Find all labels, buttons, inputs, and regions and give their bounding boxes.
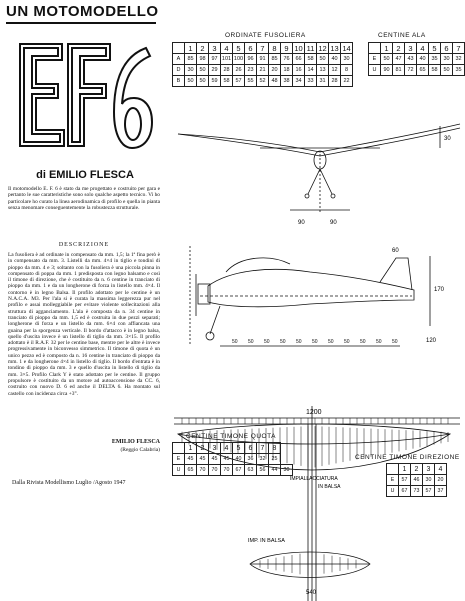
table-cell: 22 bbox=[341, 76, 353, 87]
table-cell: 32 bbox=[453, 54, 465, 65]
table-row bbox=[387, 475, 447, 486]
table-cell: 45 bbox=[221, 454, 233, 465]
table-cell: 46 bbox=[411, 475, 423, 486]
side-spacing-label: 50 bbox=[376, 339, 382, 345]
table-cell: 57 bbox=[399, 475, 411, 486]
table-cell: 40 bbox=[329, 54, 341, 65]
ala-title: CENTINE ALA bbox=[378, 32, 426, 39]
table-cell: 31 bbox=[317, 76, 329, 87]
table-header-cell: 1 bbox=[399, 464, 411, 475]
table-cell: 13 bbox=[317, 65, 329, 76]
table-header-cell: 3 bbox=[209, 43, 221, 54]
table-cell: 18 bbox=[281, 65, 293, 76]
front-view bbox=[178, 124, 460, 214]
table-cell: 20 bbox=[435, 475, 447, 486]
timone-direzione-title: CENTINE TIMONE DIREZIONE bbox=[355, 454, 460, 461]
table-cell: 35 bbox=[453, 65, 465, 76]
logo-digit-6 bbox=[114, 48, 152, 148]
table-cell: 72 bbox=[405, 65, 417, 76]
table-cell: 30 bbox=[281, 465, 293, 476]
table-cell: 44 bbox=[269, 465, 281, 476]
table-cell: 67 bbox=[233, 465, 245, 476]
table-cell: 40 bbox=[233, 454, 245, 465]
side-spacing-label: 50 bbox=[312, 339, 318, 345]
timone-direzione-table bbox=[386, 463, 447, 497]
table-row bbox=[369, 54, 465, 65]
table-header-cell: 2 bbox=[393, 43, 405, 54]
table-cell: 76 bbox=[281, 54, 293, 65]
description-text: La fusoliera è ad ordinate in compensato da mm. 1,5; la 1ª fina però è in compensato da mm. 3. Listelli da mm. 4×4 in tiglio e tondini di pioppo da mm. 4 e 3; soltanto con la fusoliera è una piccola pinna in compensato di poppa da mm. 1 predisposta con legno balsamo e così il timone di direzione, che è costituito da n. 6 centine in tranciato di pioppo da mm. 1 e da un longherone di forza in listello mm. 4×4. Il contorno è in legno Balsa. Il profilo adottato per le centine è un N.A.C.A. M3. Per l'ala si è curata la massima leggerezza pur nel profilo e assai molleggiabile per evitare violente sollecitazioni alla struttura di agganciamento. L'ala è composta da n. 34 centine in tranciato di pioppo da mm. 1,5 ed è costruita in due pezzi separati; longherone di forza e un listello da mm. 6×4 con affiancata una guaina per la sporgenza verticale. Il bordo d'attacco è in legno balsa, quello d'uscita invece è un listello di tiglio da mm. 3×15. Il profilo adottato è il R.A.F. 32 per le centine base, mentre per le altre è invece progressivamente in biconvesso simmetrico. Il timone di quota è un unico pezzo ed è composto da n. 16 centine in tranciato di pioppo da mm. 1 e da longherone 4×4 in listello di tiglio. Il bordo d'entrata è in tondino di pioppo da mm. 3 e quello d'uscita in listello di tiglio da mm. 3×5. Profilo Clark Y è stato adottato per le centine. Il gruppo propulsore è costituito da un motore ad autoaccensione da CC. 6, costruito con nuovo D. 6 ed anche il DELTA 6. Ha montato sul castello con incidenza circa +3°. bbox=[8, 252, 160, 397]
table-cell: 30 bbox=[441, 54, 453, 65]
table-cell: U bbox=[369, 65, 381, 76]
table-cell: 85 bbox=[269, 54, 281, 65]
table-header-cell: 5 bbox=[233, 443, 245, 454]
side-spacing-label: 50 bbox=[296, 339, 302, 345]
table-cell: 50 bbox=[317, 54, 329, 65]
side-right-label: 120 bbox=[426, 338, 437, 344]
table-header-cell: 2 bbox=[411, 464, 423, 475]
table-header-cell: 7 bbox=[257, 43, 269, 54]
table-cell: 56 bbox=[257, 465, 269, 476]
table-cell: E bbox=[387, 475, 399, 486]
table-row bbox=[173, 465, 293, 476]
timone-quota-title: CENTINE TIMONE QUOTA bbox=[186, 433, 276, 440]
table-row bbox=[173, 454, 293, 465]
wing-note-label: IMPIALLACCIATURA bbox=[290, 476, 338, 482]
table-header-cell: 4 bbox=[417, 43, 429, 54]
table-cell: 58 bbox=[305, 54, 317, 65]
table-cell: 65 bbox=[417, 65, 429, 76]
front-dim-label: 30 bbox=[444, 136, 451, 142]
table-cell: 98 bbox=[197, 54, 209, 65]
table-header-cell: 3 bbox=[405, 43, 417, 54]
ef6-logo bbox=[6, 34, 156, 164]
plans-drawing bbox=[160, 86, 465, 601]
table-header-cell: 13 bbox=[330, 43, 339, 53]
logo-letter-e bbox=[20, 44, 64, 146]
table-cell: 20 bbox=[269, 65, 281, 76]
logo-letter-f bbox=[68, 44, 110, 146]
table-header-cell: 1 bbox=[381, 43, 393, 54]
table-cell: 30 bbox=[185, 65, 197, 76]
fusoliera-table bbox=[172, 42, 353, 87]
intro-paragraph: Il motomodello E. F. 6 è stato da me progettato e costruito per gara e pertanto le sue caratteristiche sono solo qualche aspetto tecnico. Vi ho particolare ho curato la linea aerodinamica di profilo e quella in pianta senza menomare conseguentemente la robustezza strutturale. bbox=[8, 186, 160, 211]
table-cell: 21 bbox=[257, 65, 269, 76]
table-header-cell: 11 bbox=[305, 43, 317, 54]
table-cell: 50 bbox=[197, 76, 209, 87]
table-cell: 45 bbox=[209, 454, 221, 465]
table-cell: 58 bbox=[221, 76, 233, 87]
table-header-cell: 7 bbox=[257, 443, 269, 454]
table-cell: 50 bbox=[381, 54, 393, 65]
signature: EMILIO FLESCA bbox=[111, 439, 160, 445]
fusoliera-title: ORDINATE FUSOLIERA bbox=[225, 32, 306, 39]
section-title: DESCRIZIONE bbox=[58, 242, 110, 248]
table-cell: U bbox=[387, 486, 399, 497]
table-header-cell: 4 bbox=[435, 464, 447, 475]
table-cell: A bbox=[173, 54, 185, 65]
table-cell: 23 bbox=[245, 65, 257, 76]
table-cell: 28 bbox=[221, 65, 233, 76]
side-view bbox=[190, 246, 430, 346]
source-caption: Dalla Rivista Modellismo Luglio /Agosto 1947 bbox=[12, 480, 126, 486]
heading-underline bbox=[6, 22, 156, 24]
table-cell: 14 bbox=[305, 65, 317, 76]
table-cell: 50 bbox=[441, 65, 453, 76]
side-tail-label: 60 bbox=[392, 248, 399, 254]
stab-span-label: 540 bbox=[306, 590, 317, 596]
table-header-cell: 8 bbox=[269, 443, 281, 454]
table-cell: 25 bbox=[269, 454, 281, 465]
table-cell: 36 bbox=[245, 454, 257, 465]
table-header-cell: 6 bbox=[441, 43, 453, 54]
stab-note-label: IMP. IN BALSA bbox=[248, 538, 285, 544]
table-cell: 29 bbox=[209, 65, 221, 76]
table-header-cell: 2 bbox=[197, 443, 209, 454]
table-cell: 26 bbox=[233, 65, 245, 76]
side-height-label: 170 bbox=[434, 287, 445, 293]
table-cell: 67 bbox=[399, 486, 411, 497]
table-header-cell bbox=[173, 443, 185, 454]
table-header-cell: 7 bbox=[453, 43, 465, 54]
table-cell: 40 bbox=[417, 54, 429, 65]
side-spacing-label: 50 bbox=[360, 339, 366, 345]
table-cell: 63 bbox=[245, 465, 257, 476]
table-header-cell: 6 bbox=[245, 443, 257, 454]
wing-note2-label: IN BALSA bbox=[318, 484, 341, 490]
table-header-cell: 14 bbox=[342, 43, 351, 53]
table-cell: 97 bbox=[209, 54, 221, 65]
table-header-cell: 10 bbox=[294, 43, 303, 53]
table-cell: 52 bbox=[257, 76, 269, 87]
table-cell: 70 bbox=[197, 465, 209, 476]
table-header-cell: 1 bbox=[185, 443, 197, 454]
table-cell: U bbox=[173, 465, 185, 476]
table-cell: E bbox=[369, 54, 381, 65]
table-cell: 70 bbox=[209, 465, 221, 476]
table-cell: 37 bbox=[435, 486, 447, 497]
side-spacing-label: 50 bbox=[344, 339, 350, 345]
table-cell: 38 bbox=[281, 76, 293, 87]
table-cell: 45 bbox=[185, 454, 197, 465]
side-spacing-label: 50 bbox=[248, 339, 254, 345]
table-header-cell: 6 bbox=[245, 43, 257, 54]
table-cell: 33 bbox=[305, 76, 317, 87]
table-header-cell: 4 bbox=[221, 443, 233, 454]
timone-quota-table bbox=[172, 442, 293, 476]
side-spacing-label: 50 bbox=[328, 339, 334, 345]
table-header-cell: 3 bbox=[209, 443, 221, 454]
table-cell: 66 bbox=[293, 54, 305, 65]
table-row bbox=[387, 486, 447, 497]
table-cell: 55 bbox=[245, 76, 257, 87]
table-cell: 100 bbox=[233, 54, 245, 65]
table-header-cell: 9 bbox=[281, 43, 293, 54]
table-row bbox=[369, 65, 465, 76]
table-cell: D bbox=[173, 65, 185, 76]
table-cell: 73 bbox=[411, 486, 423, 497]
table-cell: 8 bbox=[341, 65, 353, 76]
table-cell: 85 bbox=[185, 54, 197, 65]
table-row bbox=[173, 54, 353, 65]
table-cell: 96 bbox=[245, 54, 257, 65]
table-header-cell: 1 bbox=[185, 43, 197, 54]
table-cell: B bbox=[173, 76, 185, 87]
table-cell: 45 bbox=[197, 454, 209, 465]
table-cell: 12 bbox=[329, 65, 341, 76]
side-spacing-label: 50 bbox=[232, 339, 238, 345]
table-cell: 48 bbox=[269, 76, 281, 87]
table-cell: E bbox=[173, 454, 185, 465]
wingspan-label: 1200 bbox=[306, 409, 322, 416]
table-row bbox=[173, 65, 353, 76]
signature-location: (Reggio Calabria) bbox=[120, 447, 160, 453]
table-cell: 101 bbox=[221, 54, 233, 65]
table-header-cell bbox=[387, 464, 399, 475]
table-header-cell: 3 bbox=[423, 464, 435, 475]
table-cell: 65 bbox=[185, 465, 197, 476]
article-heading: UN MOTOMODELLO bbox=[6, 3, 159, 20]
table-cell: 57 bbox=[233, 76, 245, 87]
table-cell: 35 bbox=[429, 54, 441, 65]
table-cell: 43 bbox=[405, 54, 417, 65]
table-cell: 50 bbox=[197, 65, 209, 76]
table-cell: 70 bbox=[221, 465, 233, 476]
side-spacing-label: 50 bbox=[280, 339, 286, 345]
table-header-cell: 5 bbox=[429, 43, 441, 54]
table-cell: 32 bbox=[257, 454, 269, 465]
table-cell: 30 bbox=[423, 475, 435, 486]
table-header-cell: 12 bbox=[318, 43, 327, 53]
ala-table bbox=[368, 42, 465, 76]
byline: di EMILIO FLESCA bbox=[36, 169, 134, 181]
table-header-cell: 2 bbox=[197, 43, 209, 54]
side-spacing-label: 50 bbox=[392, 339, 398, 345]
table-cell: 81 bbox=[393, 65, 405, 76]
table-cell: 34 bbox=[293, 76, 305, 87]
table-header-cell bbox=[173, 43, 185, 54]
table-header-cell: 5 bbox=[233, 43, 245, 54]
table-cell: 58 bbox=[429, 65, 441, 76]
table-header-cell bbox=[369, 43, 381, 54]
table-cell: 57 bbox=[423, 486, 435, 497]
table-row bbox=[173, 76, 353, 87]
table-header-cell: 8 bbox=[269, 43, 281, 54]
table-cell: 28 bbox=[329, 76, 341, 87]
front-span-right-label: 90 bbox=[330, 220, 337, 226]
side-spacing-label: 50 bbox=[264, 339, 270, 345]
table-cell: 91 bbox=[257, 54, 269, 65]
table-cell: 59 bbox=[209, 76, 221, 87]
front-span-left-label: 90 bbox=[298, 220, 305, 226]
table-cell: 90 bbox=[381, 65, 393, 76]
table-cell: 47 bbox=[393, 54, 405, 65]
table-header-cell: 4 bbox=[221, 43, 233, 54]
table-cell: 16 bbox=[293, 65, 305, 76]
table-cell: 30 bbox=[341, 54, 353, 65]
table-cell: 50 bbox=[185, 76, 197, 87]
